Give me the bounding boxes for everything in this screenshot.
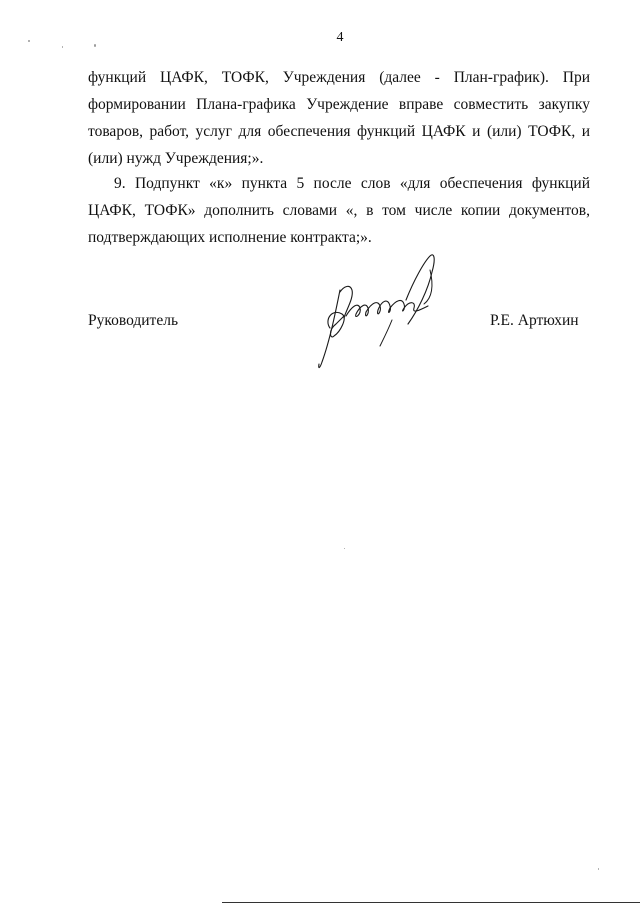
page-number: 4 — [336, 30, 344, 45]
scan-speck — [28, 40, 30, 42]
scan-speck — [344, 548, 345, 549]
paragraph-continuation: функций ЦАФК, ТОФК, Учреждения (далее - План-график). При формировании Плана-графика Учреждение вправе совместить закупку товаров, работ, услуг для обеспечения функций ЦАФК и (или) ТОФК, и (или) нужд Учреждения;». — [88, 69, 590, 167]
scan-speck — [62, 46, 63, 48]
paragraph-item-9: 9. Подпункт «к» пункта 5 после слов «для обеспечения функций ЦАФК, ТОФК» дополнить словами «, в том числе копии документов, подтверждающих исполнение контракта;». — [88, 175, 590, 246]
signatory-role: Руководитель — [88, 312, 179, 329]
handwritten-signature — [310, 250, 445, 375]
scan-speck — [598, 868, 599, 870]
scan-speck — [94, 44, 96, 47]
scan-edge-line — [222, 902, 640, 903]
signatory-name: Р.Е. Артюхин — [490, 312, 579, 329]
